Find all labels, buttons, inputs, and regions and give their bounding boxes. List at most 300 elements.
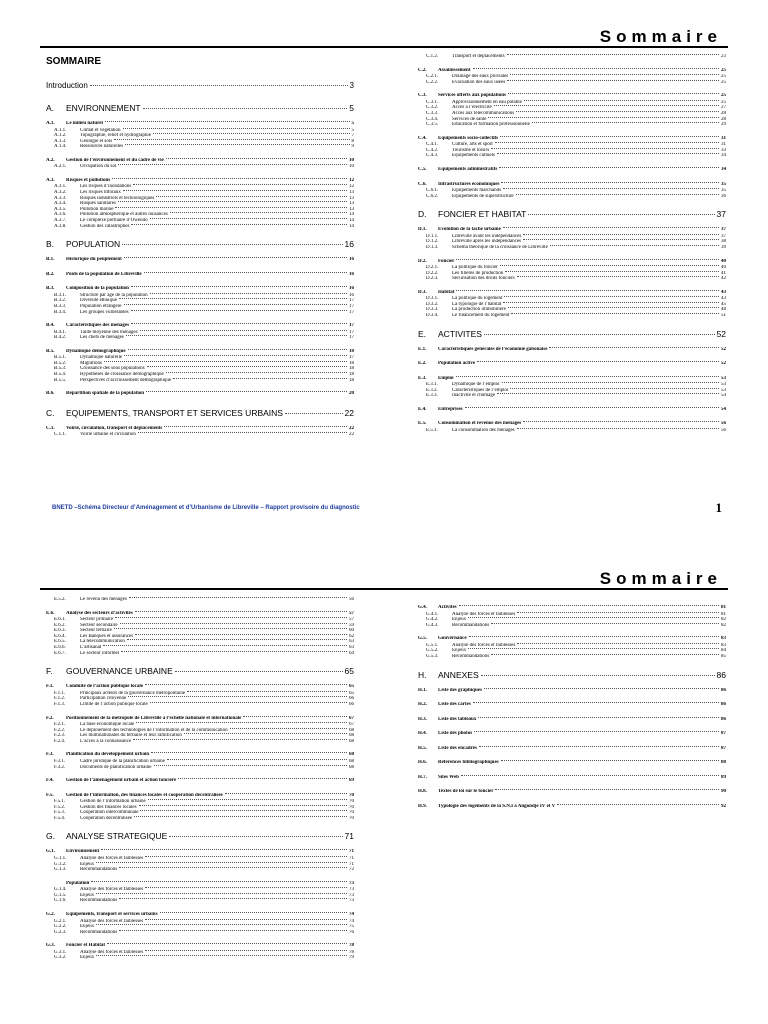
toc-entry-label: Services de santé — [452, 116, 487, 122]
toc-entry-page: 17 — [349, 323, 354, 329]
toc-entry-page: 56 — [721, 421, 726, 427]
leader-dots — [523, 421, 719, 422]
toc-entry[interactable] — [418, 122, 726, 128]
toc-entry-label: Croissance des sous populations — [80, 366, 145, 372]
leader-dots — [135, 611, 347, 612]
toc-entry-label: Analyse des forces et faiblesses — [80, 855, 144, 861]
leader-dots — [507, 80, 719, 81]
toc-entry-label: Liste des tableaux — [438, 716, 477, 722]
toc-entry[interactable] — [46, 739, 354, 745]
toc-entry-number: E. — [418, 328, 427, 339]
toc-entry-label: La production immobilière — [452, 307, 506, 313]
toc-entry-number: G.5.3. — [426, 653, 439, 659]
toc-entry-number: C.1. — [46, 425, 55, 431]
toc-entry-page: 5 — [351, 127, 354, 133]
toc-entry[interactable] — [418, 804, 726, 811]
toc-entry[interactable] — [418, 393, 726, 399]
toc-entry-page: 42 — [721, 276, 726, 282]
toc-entry-label: GOUVERNANCE URBAINE — [66, 666, 173, 677]
toc-entry[interactable] — [46, 378, 354, 384]
toc-entry[interactable] — [46, 224, 354, 230]
toc-entry-label: Cadre juridique de la planification urbaine — [80, 758, 165, 764]
toc-entry-page: 75 — [349, 924, 354, 930]
leader-dots — [151, 752, 347, 753]
toc-entry-number: H.6. — [418, 760, 427, 766]
toc-column-left — [46, 597, 354, 961]
toc-entry-page: 87 — [721, 745, 726, 751]
toc-entry-page: 68 — [349, 758, 354, 764]
toc-entry-number: D.2.3. — [426, 276, 439, 282]
toc-entry-page: 29 — [721, 122, 726, 128]
toc-entry-page: 18 — [349, 348, 354, 354]
leader-dots — [491, 623, 719, 624]
leader-dots — [126, 335, 347, 336]
toc-entry-number: D.3.2. — [426, 301, 439, 307]
toc-entry-label: Risques et pollutions — [66, 177, 111, 183]
toc-entry-number: B.5. — [46, 348, 55, 354]
toc-entry-page: 71 — [349, 861, 354, 867]
leader-dots — [479, 746, 719, 747]
toc-entry-page: 16 — [344, 239, 354, 250]
toc-entry-label: Analyse des forces et faiblesses — [452, 611, 516, 617]
toc-entry-label: Analyse des forces et faiblesses — [80, 949, 144, 955]
toc-entry-page: 16 — [349, 286, 354, 292]
toc-entry-page: 70 — [349, 804, 354, 810]
leader-dots — [145, 856, 347, 857]
toc-entry-page: 73 — [349, 887, 354, 893]
toc-entry-label: Migrations — [80, 360, 102, 366]
toc-entry-page: 73 — [349, 880, 354, 886]
toc-intro-entry[interactable] — [46, 81, 354, 90]
toc-entry-page: 72 — [349, 867, 354, 873]
toc-entry[interactable] — [46, 702, 354, 708]
toc-entry[interactable] — [46, 666, 354, 676]
leader-dots — [127, 639, 347, 640]
toc-entry-label: La consommation des ménages — [452, 427, 515, 433]
leader-dots — [105, 121, 350, 122]
toc-entry-label: Le revenu des ménages — [80, 597, 127, 602]
toc-entry-page: 68 — [349, 733, 354, 739]
leader-dots — [523, 239, 719, 240]
toc-entry-page: 54 — [721, 393, 726, 399]
toc-entry-label: Foncier — [438, 258, 455, 264]
toc-entry-page: 16 — [349, 292, 354, 298]
leader-dots — [494, 105, 719, 106]
leader-dots — [170, 212, 347, 213]
toc-entry-label: Emploi — [438, 375, 454, 381]
toc-entries-left — [46, 597, 354, 961]
toc-entry-page: 78 — [349, 943, 354, 949]
toc-entry[interactable] — [418, 702, 726, 709]
toc-entry-page: 78 — [349, 949, 354, 955]
toc-entry[interactable] — [418, 717, 726, 724]
toc-entry-label: Typologie des logements de la S.N.I à Angondjé IV et V — [438, 803, 556, 809]
toc-entry-label: Gouvernance — [438, 636, 467, 642]
toc-entry-page: 70 — [349, 799, 354, 805]
toc-entry-number: C.2.2. — [426, 79, 439, 85]
toc-entry-number: B.6. — [46, 391, 55, 397]
toc-entry-heading — [418, 329, 482, 339]
toc-entry-label: Caractéristiques générales de l’économie gabonaise — [438, 346, 548, 352]
toc-entry[interactable] — [46, 335, 354, 341]
toc-entry-number: A.3.3. — [54, 195, 67, 201]
toc-entry[interactable] — [46, 408, 354, 418]
toc-entry[interactable] — [418, 54, 726, 60]
toc-entry[interactable] — [46, 164, 354, 170]
toc-entry-page: 63 — [349, 639, 354, 645]
leader-dots — [456, 376, 719, 377]
leader-dots — [488, 117, 719, 118]
leader-dots — [145, 684, 347, 685]
toc-entries-left — [46, 103, 354, 438]
toc-entry-page: 28 — [721, 110, 726, 116]
toc-entry-number: C.6. — [418, 181, 427, 187]
toc-entry-heading — [46, 831, 167, 841]
leader-dots — [505, 271, 719, 272]
toc-entry-label: Libreville avant les indépendances — [452, 233, 522, 239]
toc-entry[interactable] — [46, 310, 354, 316]
toc-entry-number: A.1.4. — [54, 144, 67, 150]
toc-entry-page: 70 — [349, 810, 354, 816]
leader-dots — [107, 943, 347, 944]
toc-entry-page: 16 — [349, 257, 354, 263]
toc-entry[interactable] — [46, 831, 354, 841]
toc-entry-page: 33 — [721, 147, 726, 153]
toc-entry-number: C.3.5. — [426, 122, 439, 128]
toc-entry[interactable] — [418, 209, 726, 219]
toc-entry-page: 65 — [349, 684, 354, 690]
toc-entry-page: 67 — [349, 722, 354, 728]
leader-dots — [495, 142, 719, 143]
leader-dots — [148, 799, 347, 800]
toc-entry-label: Population — [66, 880, 90, 886]
toc-entry-label: Enjeux — [452, 617, 467, 623]
leader-dots — [164, 426, 347, 427]
toc-entry-label: Risques sanitaires — [80, 201, 116, 207]
toc-entry-page: 48 — [721, 307, 726, 313]
toc-entry-page: 73 — [349, 892, 354, 898]
toc-entry[interactable] — [46, 432, 354, 438]
leader-dots — [131, 286, 347, 287]
toc-entry-page: 7 — [351, 133, 354, 139]
leader-dots — [140, 810, 347, 811]
toc-entry-label: Evolution de la tache urbaine — [438, 227, 501, 233]
leader-dots — [131, 224, 347, 225]
toc-entry-number: G.4. — [418, 605, 427, 610]
toc-entry-label: Géologie et sols — [80, 138, 113, 144]
toc-entry-page: 74 — [349, 912, 354, 918]
toc-entry-page: 69 — [349, 778, 354, 784]
toc-entry-number: D.3.1. — [426, 296, 439, 302]
toc-entries-right — [418, 54, 726, 434]
toc-entry-number: B.5.4. — [54, 372, 67, 378]
toc-entry-number: H.2. — [418, 702, 427, 708]
toc-entry[interactable] — [418, 775, 726, 782]
toc-entry-page: 53 — [721, 375, 726, 381]
toc-entry-page: 35 — [721, 181, 726, 187]
leader-dots — [230, 728, 347, 729]
leader-dots — [114, 139, 349, 140]
leader-dots — [503, 227, 719, 228]
leader-dots — [469, 636, 719, 637]
toc-entry-label: Foncier et Habitat — [66, 943, 106, 949]
toc-entry-number: F.3. — [46, 752, 54, 758]
leader-dots — [502, 382, 720, 383]
toc-entry-number: C. — [46, 407, 55, 418]
toc-entry-number: F.2.1. — [54, 722, 66, 728]
toc-entry-number: D.2.1. — [426, 265, 439, 270]
leader-dots — [147, 366, 347, 367]
leader-dots — [465, 407, 719, 408]
toc-entry[interactable] — [418, 276, 726, 282]
toc-entry-page: 66 — [349, 701, 354, 707]
toc-entry-label: Sécurisation des droits fonciers — [452, 276, 515, 282]
toc-entry[interactable] — [418, 245, 726, 251]
leader-dots — [166, 158, 347, 159]
toc-entry-label: Accès à l’électricité — [452, 105, 492, 111]
toc-entry-label: Equipements marchands — [452, 188, 502, 194]
toc-entry[interactable] — [418, 194, 726, 200]
toc-entry-number: A.3.6. — [54, 212, 67, 218]
toc-entry-label: Topographie, relief et hydrographie — [80, 133, 152, 139]
toc-entry[interactable] — [46, 930, 354, 936]
toc-entry-number: F.2. — [46, 715, 54, 721]
leader-dots — [528, 214, 714, 215]
toc-entry-label: Voirie, circulation, transport et déplacements — [66, 425, 163, 431]
toc-entry-number: D.3.3. — [426, 307, 439, 313]
leader-dots — [123, 190, 347, 191]
toc-entry-number: A.1.3. — [54, 138, 67, 144]
leader-dots — [121, 651, 347, 652]
leader-dots — [503, 302, 719, 303]
leader-dots — [131, 310, 347, 311]
leader-dots — [173, 378, 347, 379]
toc-entry-number: F.4. — [46, 778, 54, 784]
toc-entry-number: H. — [418, 669, 427, 680]
toc-entry-number: C.3.4. — [426, 116, 439, 122]
toc-entry-number: B.5.3. — [54, 366, 67, 372]
toc-entry[interactable] — [46, 144, 354, 150]
toc-entry-label: Participation citoyenne — [80, 696, 127, 702]
toc-entry-number: H.9. — [418, 803, 427, 809]
toc-entry-number: A.2. — [46, 157, 55, 163]
leader-dots — [477, 361, 719, 362]
leader-dots — [501, 182, 719, 183]
toc-entry-label: Infrastructures économiques — [438, 181, 500, 187]
toc-entry-label: Enjeux — [80, 892, 95, 898]
toc-entry-label: POPULATION — [66, 239, 121, 250]
toc-entry-number: G.1.4. — [54, 887, 67, 893]
toc-entry[interactable] — [46, 272, 354, 279]
toc-entry[interactable] — [46, 778, 354, 785]
toc-entry-page: 52 — [716, 328, 726, 339]
toc-entry-number: G.4.2. — [426, 617, 439, 623]
leader-dots — [478, 717, 719, 718]
leader-dots — [124, 355, 347, 356]
leader-dots — [456, 259, 719, 260]
leader-dots — [101, 849, 347, 850]
leader-dots — [123, 128, 350, 129]
toc-entry-number: E.6. — [46, 610, 55, 616]
toc-entry-label: Liste des graphiques — [438, 687, 482, 693]
leader-dots — [225, 793, 347, 794]
toc-entry[interactable] — [46, 651, 354, 657]
toc-entry-number: C.3. — [418, 93, 427, 99]
leader-dots — [500, 265, 719, 266]
leader-dots — [503, 188, 719, 189]
toc-entry-page: 84 — [721, 648, 726, 654]
toc-entry-label: ANALYSE STRATEGIQUE — [66, 831, 168, 842]
toc-entry[interactable] — [418, 313, 726, 319]
toc-entry-page: 13 — [349, 201, 354, 207]
toc-entry-label: Assainissement — [438, 67, 471, 73]
toc-entry-label: ENVIRONNEMENT — [66, 103, 141, 113]
toc-entry[interactable] — [418, 731, 726, 738]
toc-entry[interactable] — [418, 329, 726, 339]
toc-entry[interactable] — [418, 760, 726, 767]
toc-entry-page: 60 — [349, 628, 354, 634]
toc-entry-page: 86 — [721, 687, 726, 693]
toc-entry[interactable] — [46, 816, 354, 822]
toc-entry[interactable] — [418, 407, 726, 414]
toc-entry-number: E.6.5. — [54, 639, 66, 645]
toc-entry[interactable] — [418, 670, 726, 680]
toc-entry-label: Recommandations — [80, 867, 118, 873]
toc-entry[interactable] — [418, 623, 726, 629]
toc-entry-number: E.2. — [418, 361, 427, 367]
toc-entry-page: 35 — [721, 188, 726, 194]
leader-dots — [549, 347, 719, 348]
leader-dots — [119, 298, 347, 299]
toc-entry[interactable] — [46, 867, 354, 873]
toc-entry[interactable] — [418, 167, 726, 174]
toc-entry-label: Risques industriels et technologiques — [80, 195, 155, 201]
toc-intro-page: 3 — [349, 81, 354, 90]
toc-entry-number: G.5.2. — [426, 648, 439, 654]
toc-entry-label: Sites Web — [438, 774, 459, 780]
toc-entry[interactable] — [46, 239, 354, 249]
toc-entry-label: Enjeux — [80, 955, 95, 961]
toc-entry-page: 25 — [721, 99, 726, 105]
leader-dots — [150, 293, 347, 294]
toc-entry-number: E.3.3. — [426, 393, 438, 399]
toc-entry-number: G.1.1. — [54, 855, 67, 861]
toc-entry-heading — [418, 209, 526, 219]
toc-entry[interactable] — [46, 898, 354, 904]
toc-entry-page: 38 — [721, 239, 726, 245]
toc-entry-label: Equipements cultuels — [452, 153, 495, 159]
toc-entry[interactable] — [418, 654, 726, 660]
leader-dots — [484, 334, 715, 335]
toc-entry-label: Limite de l’action publique locale — [80, 701, 148, 707]
toc-entry[interactable] — [418, 80, 726, 86]
toc-entry-label: Environnement — [66, 849, 100, 855]
leader-dots — [516, 111, 719, 112]
toc-entry[interactable] — [418, 153, 726, 159]
toc-entry-number: G.4.1. — [426, 611, 439, 617]
leader-dots — [150, 218, 347, 219]
toc-entry-page: 71 — [349, 849, 354, 855]
toc-entry-number: B.5.5. — [54, 377, 67, 383]
toc-entry-page: 71 — [344, 831, 354, 842]
toc-entry-label: L’artisanat — [80, 645, 102, 651]
toc-entry-number: F. — [46, 666, 53, 677]
toc-entry[interactable] — [418, 688, 726, 695]
toc-entry-label: Pollution atmosphérique et autres nuisances — [80, 212, 168, 218]
leader-dots — [133, 739, 347, 740]
leader-dots — [128, 349, 347, 350]
leader-dots — [115, 207, 347, 208]
toc-entry[interactable] — [418, 789, 726, 796]
toc-entry[interactable] — [46, 257, 354, 264]
toc-entry-number: A.3.2. — [54, 190, 67, 196]
leader-dots — [497, 153, 719, 154]
toc-entry-page: 68 — [349, 727, 354, 733]
toc-entry-label: Gestion de l’information urbaine — [80, 799, 146, 805]
toc-entry-label: Le déploiement des technologies de l’information et de la communication — [80, 727, 228, 733]
toc-entry-label: Les risques d’inondations — [80, 184, 132, 190]
toc-entry-page: 17 — [349, 303, 354, 309]
leader-dots — [139, 805, 347, 806]
toc-column-right — [418, 597, 726, 810]
toc-entry[interactable] — [46, 391, 354, 398]
toc-entry-page: 18 — [349, 360, 354, 366]
toc-entry[interactable] — [418, 347, 726, 354]
leader-dots — [510, 388, 719, 389]
leader-dots — [504, 296, 719, 297]
toc-entry[interactable] — [418, 428, 726, 434]
leader-dots — [511, 313, 719, 314]
leader-dots — [119, 930, 347, 931]
toc-entry-number: F.5.1. — [54, 799, 66, 805]
toc-entry-number: C.2.1. — [426, 74, 439, 80]
toc-entry-number: C.3.3. — [426, 110, 439, 116]
toc-entry-label: Voirie urbaine et circulation — [80, 432, 136, 438]
toc-entry[interactable] — [46, 765, 354, 771]
toc-entry[interactable] — [418, 361, 726, 368]
toc-entry-page: 25 — [721, 79, 726, 85]
toc-entry-number: C.5. — [418, 167, 427, 173]
toc-entry-label: Analyse des forces et faiblesses — [452, 642, 516, 648]
toc-entry-number: G.3. — [46, 943, 55, 949]
toc-entry-label: Planification du développement urbain — [66, 752, 150, 758]
toc-entry-number: C.4.3. — [426, 153, 439, 159]
toc-entry-number: F.1.1. — [54, 690, 66, 696]
toc-entry-page: 81 — [721, 611, 726, 617]
leader-dots — [114, 628, 347, 629]
toc-entry-number: D. — [418, 209, 427, 220]
toc-entry[interactable] — [46, 955, 354, 961]
toc-entry[interactable] — [46, 597, 354, 603]
toc-entry-number: B. — [46, 239, 55, 250]
toc-entry-label: Liste des photos — [438, 731, 473, 737]
leader-dots — [178, 778, 347, 779]
toc-entry-page: 63 — [349, 645, 354, 651]
leader-dots — [508, 93, 719, 94]
leader-dots — [500, 136, 719, 137]
toc-entry-number: F.2.3. — [54, 733, 66, 739]
toc-entry-label: La typologie de l’habitat — [452, 301, 502, 307]
toc-entry-page: 40 — [721, 265, 726, 270]
toc-entry-page: 43 — [721, 296, 726, 302]
toc-entry-label: Les chefs de ménages — [80, 335, 124, 341]
toc-entry-page: 83 — [721, 636, 726, 642]
toc-entry[interactable] — [46, 103, 354, 113]
toc-entry-number: G.3.1. — [54, 949, 67, 955]
toc-entry[interactable] — [418, 746, 726, 753]
toc-entry-label: Population étrangère — [80, 303, 122, 309]
leader-dots — [524, 100, 719, 101]
